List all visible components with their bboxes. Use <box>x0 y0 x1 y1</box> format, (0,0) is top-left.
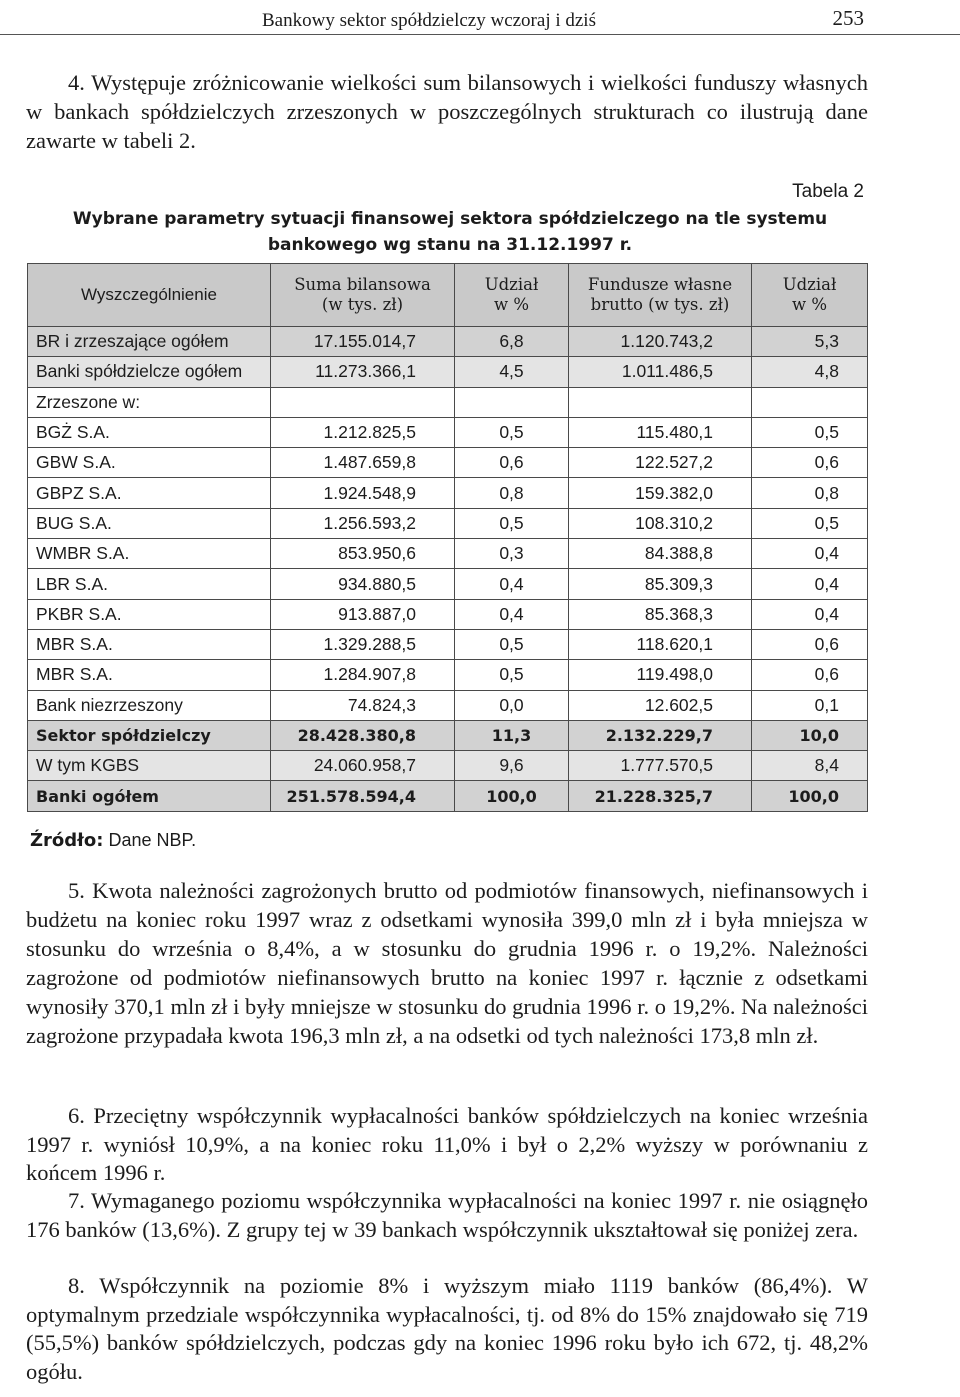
header-share-2 <box>752 264 868 327</box>
paragraph-5: 5. Kwota należności zagrożonych brutto od podmiotów finansowych, niefinansowych i budżetu na koniec roku 1997 wraz z odsetkami wynosiła 399,0 mln zł i była mniejsza w stosunku do września o 8,4%, a w stosunku do grudnia 1996 r. o 19,2%. Należności zagrożone od podmiotów niefinansowych brutto na koniec 1997 r. łącznie z odsetkami wynosiły 370,1 mln zł i były mniejsze w stosunku do grudnia 1996 r. o 19,2%. Na należności zagrożone przypadała kwota 196,3 mln zł, a na odsetki od tych należności 173,8 mln zł. <box>26 878 868 1048</box>
table-row <box>28 690 868 720</box>
paragraph-7: 7. Wymaganego poziomu współczynnika wypłacalności na koniec 1997 r. nie osiągnęło 176 banków (13,6%). Z grupy tej w 39 bankach współczynnik ukształtował się poniżej zera. <box>26 1188 868 1242</box>
table-title-line-2: bankowego wg stanu na 31.12.1997 r. <box>267 235 633 255</box>
table-row <box>28 781 868 811</box>
share-1: 6,8 <box>455 327 569 357</box>
balance-sum: 1.284.907,8 <box>271 660 455 690</box>
table-row <box>28 751 868 781</box>
share-1: 0,6 <box>455 448 569 478</box>
balance-sum: 74.824,3 <box>271 690 455 720</box>
balance-sum: 1.487.659,8 <box>271 448 455 478</box>
table-row <box>28 448 868 478</box>
table-row <box>28 387 868 417</box>
table-body <box>28 327 868 812</box>
own-funds: 12.602,5 <box>569 690 752 720</box>
row-name: Sektor spółdzielczy <box>28 720 271 750</box>
table-label: Tabela 2 <box>792 181 864 202</box>
header-share-2-line1: Udział <box>782 275 837 294</box>
source-label: Źródło: <box>30 830 104 851</box>
row-name: LBR S.A. <box>28 569 271 599</box>
share-2: 0,4 <box>752 599 868 629</box>
share-1: 0,0 <box>455 690 569 720</box>
row-name: Bank niezrzeszony <box>28 690 271 720</box>
header-specification: Wyszczególnienie <box>28 264 271 327</box>
balance-sum: 853.950,6 <box>271 539 455 569</box>
own-funds: 1.120.743,2 <box>569 327 752 357</box>
balance-sum: 1.329.288,5 <box>271 629 455 659</box>
share-1: 4,5 <box>455 357 569 387</box>
row-name: BGŻ S.A. <box>28 417 271 447</box>
header-balance-sum-line1: Suma bilansowa <box>294 275 431 294</box>
table-row <box>28 327 868 357</box>
header-share-1-line1: Udział <box>484 275 539 294</box>
share-1: 0,5 <box>455 417 569 447</box>
share-2: 0,6 <box>752 448 868 478</box>
table-row <box>28 417 868 447</box>
own-funds: 159.382,0 <box>569 478 752 508</box>
row-name: BUG S.A. <box>28 508 271 538</box>
balance-sum: 913.887,0 <box>271 599 455 629</box>
own-funds: 1.011.486,5 <box>569 357 752 387</box>
table-row <box>28 478 868 508</box>
own-funds: 2.132.229,7 <box>569 720 752 750</box>
header-share-1-line2: w % <box>493 295 530 314</box>
share-2: 0,4 <box>752 569 868 599</box>
own-funds: 122.527,2 <box>569 448 752 478</box>
header-own-funds <box>569 264 752 327</box>
share-1: 9,6 <box>455 751 569 781</box>
share-1 <box>455 387 569 417</box>
share-2: 0,6 <box>752 660 868 690</box>
balance-sum: 251.578.594,4 <box>271 781 455 811</box>
table-title <box>30 206 870 258</box>
header-own-funds-line2: brutto (w tys. zł) <box>590 295 730 314</box>
balance-sum: 1.212.825,5 <box>271 417 455 447</box>
row-name: Zrzeszone w: <box>28 387 271 417</box>
own-funds: 115.480,1 <box>569 417 752 447</box>
share-2: 0,5 <box>752 508 868 538</box>
share-1: 0,4 <box>455 599 569 629</box>
page-number: 253 <box>832 6 864 30</box>
own-funds: 1.777.570,5 <box>569 751 752 781</box>
share-2: 8,4 <box>752 751 868 781</box>
share-2: 0,1 <box>752 690 868 720</box>
running-header <box>0 4 960 35</box>
table-header-row <box>28 264 868 327</box>
balance-sum: 934.880,5 <box>271 569 455 599</box>
balance-sum: 11.273.366,1 <box>271 357 455 387</box>
header-own-funds-line1: Fundusze własne <box>587 275 733 294</box>
row-name: MBR S.A. <box>28 629 271 659</box>
own-funds: 118.620,1 <box>569 629 752 659</box>
paragraph-8: 8. Współczynnik na poziomie 8% i wyższym miało 1119 banków (86,4%). W optymalnym przedziale współczynnika wypłacalności, tj. od 8% do 15% znajdowało się 719 (55,5%) banków spółdzielczych, podczas gdy na koniec 1996 roku było ich 672, tj. 48,2% ogółu. <box>26 1273 868 1384</box>
own-funds: 84.388,8 <box>569 539 752 569</box>
header-balance-sum-line2: (w tys. zł) <box>321 295 404 314</box>
header-share-1 <box>455 264 569 327</box>
own-funds: 108.310,2 <box>569 508 752 538</box>
share-2: 4,8 <box>752 357 868 387</box>
balance-sum: 17.155.014,7 <box>271 327 455 357</box>
share-1: 0,4 <box>455 569 569 599</box>
share-2: 0,5 <box>752 417 868 447</box>
own-funds: 21.228.325,7 <box>569 781 752 811</box>
table-row <box>28 508 868 538</box>
paragraph-6: 6. Przeciętny współczynnik wypłacalności banków spółdzielczych na koniec września 1997 r. wyniósł 10,9%, a na koniec roku 11,0% i był o 2,2% wyższy w porównaniu z końcem 1996 r. <box>26 1103 868 1185</box>
own-funds: 85.368,3 <box>569 599 752 629</box>
share-1: 0,3 <box>455 539 569 569</box>
row-name: BR i zrzeszające ogółem <box>28 327 271 357</box>
share-2: 0,6 <box>752 629 868 659</box>
financial-table <box>27 263 868 812</box>
header-share-2-line2: w % <box>791 295 828 314</box>
share-1: 0,5 <box>455 629 569 659</box>
row-name: PKBR S.A. <box>28 599 271 629</box>
share-1: 11,3 <box>455 720 569 750</box>
balance-sum: 1.256.593,2 <box>271 508 455 538</box>
own-funds: 119.498,0 <box>569 660 752 690</box>
table-row <box>28 660 868 690</box>
share-2: 5,3 <box>752 327 868 357</box>
table-source <box>30 830 196 851</box>
table-row <box>28 569 868 599</box>
balance-sum: 1.924.548,9 <box>271 478 455 508</box>
share-2: 0,4 <box>752 539 868 569</box>
share-1: 0,5 <box>455 508 569 538</box>
share-1: 0,5 <box>455 660 569 690</box>
table-row <box>28 599 868 629</box>
share-2 <box>752 387 868 417</box>
table-row <box>28 539 868 569</box>
row-name: Banki spółdzielcze ogółem <box>28 357 271 387</box>
source-text: Dane NBP. <box>108 830 197 850</box>
share-1: 0,8 <box>455 478 569 508</box>
balance-sum: 28.428.380,8 <box>271 720 455 750</box>
running-title: Bankowy sektor spółdzielczy wczoraj i dziś <box>262 10 596 31</box>
row-name: W tym KGBS <box>28 751 271 781</box>
row-name: MBR S.A. <box>28 660 271 690</box>
own-funds <box>569 387 752 417</box>
row-name: GBW S.A. <box>28 448 271 478</box>
paragraph-4: 4. Występuje zróżnicowanie wielkości sum bilansowych i wielkości funduszy własnych w bankach spółdzielczych zrzeszonych w poszczególnych strukturach co ilustrują dane zawarte w tabeli 2. <box>26 70 868 153</box>
balance-sum <box>271 387 455 417</box>
share-1: 100,0 <box>455 781 569 811</box>
table-row <box>28 357 868 387</box>
share-2: 0,8 <box>752 478 868 508</box>
balance-sum: 24.060.958,7 <box>271 751 455 781</box>
share-2: 100,0 <box>752 781 868 811</box>
table-row <box>28 629 868 659</box>
own-funds: 85.309,3 <box>569 569 752 599</box>
row-name: GBPZ S.A. <box>28 478 271 508</box>
row-name: WMBR S.A. <box>28 539 271 569</box>
header-balance-sum <box>271 264 455 327</box>
table-row <box>28 720 868 750</box>
share-2: 10,0 <box>752 720 868 750</box>
row-name: Banki ogółem <box>28 781 271 811</box>
table-title-line-1: Wybrane parametry sytuacji finansowej sektora spółdzielczego na tle systemu <box>72 209 828 229</box>
